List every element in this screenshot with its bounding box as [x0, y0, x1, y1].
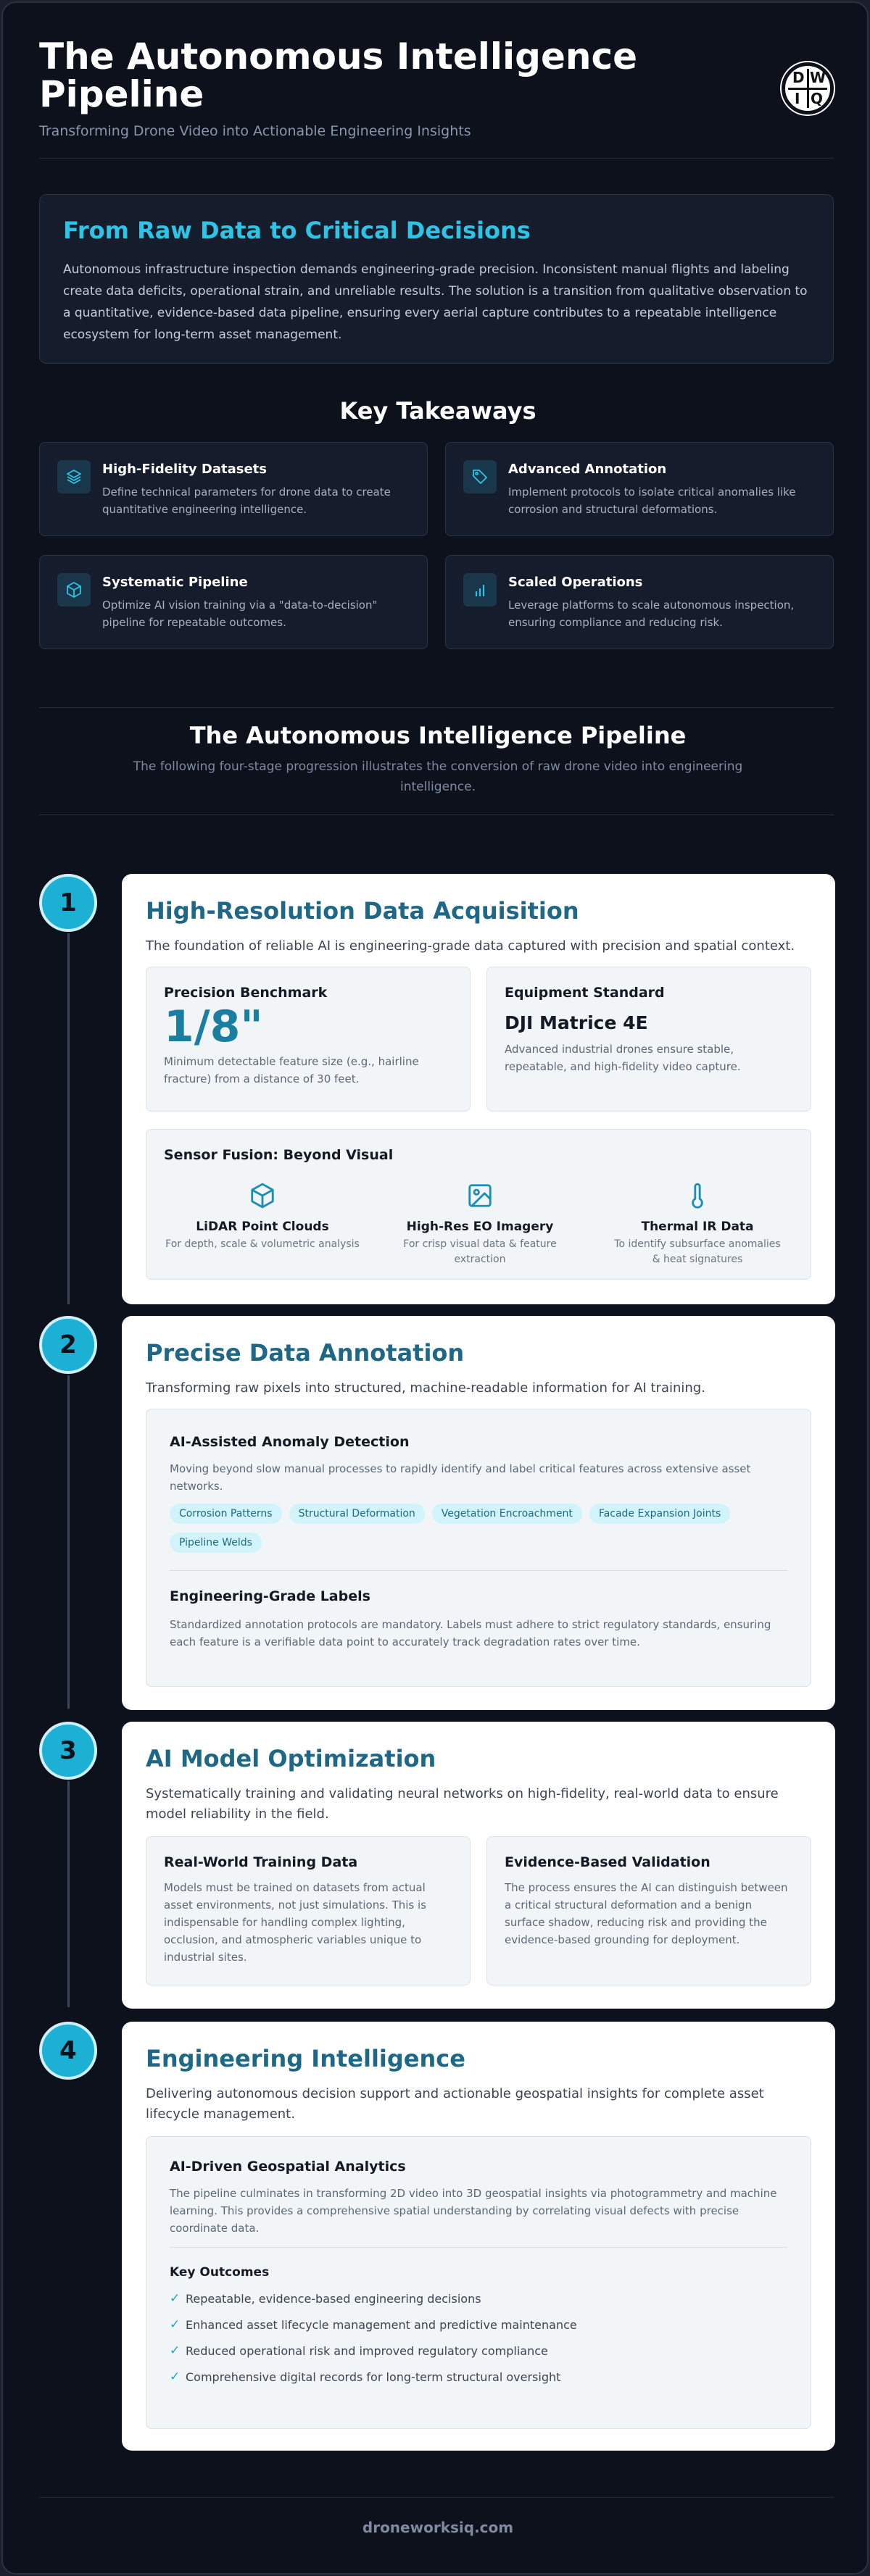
- sensor-title: High-Res EO Imagery: [406, 1220, 554, 1234]
- logo-letter-i: I: [795, 90, 800, 107]
- outcomes-title: Key Outcomes: [170, 2265, 270, 2280]
- step-lead: The foundation of reliable AI is engineering-grade data captured with precision and spatial context.: [146, 938, 795, 954]
- tag-list: [170, 1504, 793, 1562]
- thermometer-icon: [596, 1182, 799, 1212]
- logo-letter-d: D: [792, 69, 805, 86]
- takeaways-title: Key Takeaways: [339, 397, 536, 425]
- logo-letter-w: W: [810, 69, 826, 86]
- step-card-optimization: [122, 1722, 835, 2009]
- step-lead: Transforming raw pixels into structured, machine-readable information for AI training.: [146, 1380, 705, 1396]
- divider: [39, 2497, 834, 2498]
- outcome-text: Reduced operational risk and improved regulatory compliance: [186, 2343, 548, 2358]
- step-card-acquisition: [122, 874, 835, 1304]
- footer-site-link[interactable]: droneworksiq.com: [362, 2519, 514, 2536]
- validation-box: [486, 1836, 811, 1985]
- check-icon: ✓: [170, 2291, 181, 2306]
- sensor-desc: For depth, scale & volumetric analysis: [165, 1238, 360, 1250]
- benchmark-box: [146, 967, 471, 1112]
- step-lead: Systematically training and validating neural networks on high-fidelity, real-world data to ensure model reliability in the field.: [146, 1786, 779, 1822]
- logo-letter-q: Q: [811, 90, 824, 107]
- check-icon: ✓: [170, 2369, 181, 2384]
- benchmark-desc: Minimum detectable feature size (e.g., hairline fracture) from a distance of 30 feet.: [164, 1055, 419, 1085]
- detection-title: AI-Assisted Anomaly Detection: [170, 1434, 410, 1450]
- takeaway-card: [445, 555, 834, 649]
- step-number: 4: [39, 2022, 97, 2080]
- page-subtitle: Transforming Drone Video into Actionable Engineering Insights: [39, 123, 471, 139]
- analytics-title: AI-Driven Geospatial Analytics: [170, 2159, 406, 2175]
- takeaway-card: [445, 442, 834, 536]
- step-number: 1: [39, 874, 97, 932]
- takeaway-title: Systematic Pipeline: [102, 575, 248, 590]
- image-icon: [378, 1182, 581, 1212]
- outcome-item: [170, 2364, 787, 2390]
- layers-icon: [57, 460, 91, 493]
- step-title: AI Model Optimization: [146, 1745, 436, 1772]
- takeaway-title: High-Fidelity Datasets: [102, 462, 267, 477]
- intro-heading: From Raw Data to Critical Decisions: [63, 217, 531, 244]
- step-title: Engineering Intelligence: [146, 2045, 465, 2072]
- takeaway-card: [39, 555, 428, 649]
- check-icon: ✓: [170, 2317, 181, 2332]
- outcome-text: Enhanced asset lifecycle management and predictive maintenance: [186, 2317, 577, 2332]
- page-title: The Autonomous Intelligence Pipeline: [39, 36, 637, 115]
- pipeline-title: The Autonomous Intelligence Pipeline: [189, 722, 687, 749]
- anomaly-tag: Facade Expansion Joints: [589, 1504, 730, 1524]
- takeaway-title: Scaled Operations: [508, 575, 643, 590]
- validation-title: Evidence-Based Validation: [505, 1854, 710, 1870]
- divider: [170, 1570, 787, 1571]
- infographic-frame: [1, 1, 869, 2575]
- step-number: 3: [39, 1722, 97, 1780]
- bar-chart-icon: [463, 573, 497, 607]
- annotation-box: [146, 1409, 811, 1687]
- takeaway-desc: Optimize AI vision training via a "data-to-decision" pipeline for repeatable outcomes.: [102, 599, 378, 629]
- timeline-line: [67, 933, 70, 1304]
- detection-desc: Moving beyond slow manual processes to rapidly identify and label critical features across extensive asset networks.: [170, 1462, 751, 1493]
- timeline-line: [67, 1781, 70, 2007]
- labels-desc: Standardized annotation protocols are mandatory. Labels must adhere to strict regulatory standards, ensuring each feature is a verifiable data point to accurately track degradation rates over time.: [170, 1618, 771, 1648]
- sensor-title: LiDAR Point Clouds: [196, 1220, 329, 1234]
- step-title: High-Resolution Data Acquisition: [146, 897, 579, 925]
- intro-card: [39, 194, 834, 364]
- header: [39, 38, 834, 139]
- takeaway-desc: Leverage platforms to scale autonomous inspection, ensuring compliance and reducing risk.: [508, 599, 795, 629]
- validation-desc: The process ensures the AI can distinguish between a critical structural deformation and a benign surface shadow, reducing risk and providing the evidence-based grounding for deployment.: [505, 1881, 788, 1946]
- sensor-fusion-box: [146, 1129, 811, 1280]
- sensor-item: [161, 1182, 364, 1252]
- takeaway-title: Advanced Annotation: [508, 462, 667, 477]
- equipment-box: [486, 967, 811, 1112]
- takeaway-desc: Implement protocols to isolate critical anomalies like corrosion and structural deformations.: [508, 485, 796, 516]
- tag-icon: [463, 460, 497, 493]
- outcome-text: Comprehensive digital records for long-term structural oversight: [186, 2369, 561, 2384]
- sensor-desc: To identify subsurface anomalies & heat signatures: [614, 1238, 781, 1265]
- sensor-desc: For crisp visual data & feature extraction: [403, 1238, 557, 1265]
- anomaly-tag: Vegetation Encroachment: [432, 1504, 582, 1524]
- outcome-item: [170, 2338, 787, 2364]
- cube-icon: [161, 1182, 364, 1212]
- divider: [39, 814, 834, 815]
- anomaly-tag: Structural Deformation: [289, 1504, 425, 1524]
- equipment-label: Equipment Standard: [505, 985, 665, 1001]
- sensor-item: [596, 1182, 799, 1267]
- training-box: [146, 1836, 471, 1985]
- step-card-intelligence: [122, 2022, 835, 2451]
- divider: [39, 707, 834, 708]
- sensor-fusion-title: Sensor Fusion: Beyond Visual: [164, 1147, 394, 1163]
- anomaly-tag: Corrosion Patterns: [170, 1504, 282, 1524]
- labels-title: Engineering-Grade Labels: [170, 1588, 370, 1604]
- takeaway-card: [39, 442, 428, 536]
- equipment-desc: Advanced industrial drones ensure stable, repeatable, and high-fidelity video capture.: [505, 1043, 741, 1073]
- analytics-box: [146, 2136, 811, 2429]
- outcome-text: Repeatable, evidence-based engineering decisions: [186, 2291, 481, 2306]
- sensor-item: [378, 1182, 581, 1267]
- training-desc: Models must be trained on datasets from actual asset environments, not just simulations. This is indispensable for handling complex lighting, occlusion, and atmospheric variables unique to industrial sites.: [164, 1881, 426, 1964]
- takeaway-desc: Define technical parameters for drone data to create quantitative engineering intelligence.: [102, 485, 391, 516]
- anomaly-tag: Pipeline Welds: [170, 1533, 262, 1553]
- step-card-annotation: [122, 1316, 835, 1710]
- benchmark-value: 1/8": [164, 1001, 263, 1052]
- outcome-item: [170, 2312, 787, 2338]
- intro-body: Autonomous infrastructure inspection demands engineering-grade precision. Inconsistent manual flights and labeling create data deficits, operational strain, and unreliable results. The solution is a transition from qualitative observation to a quantitative, evidence-based data pipeline, ensuring every aerial capture contributes to a repeatable intelligence ecosystem for long-term asset management.: [63, 262, 808, 342]
- dwiq-logo: [782, 62, 834, 114]
- divider: [39, 158, 834, 159]
- analytics-desc: The pipeline culminates in transforming 2D video into 3D geospatial insights via photogrammetry and machine learning. This provides a comprehensive spatial understanding by correlating visual defects with precise coordinate data.: [170, 2187, 777, 2235]
- sensor-title: Thermal IR Data: [641, 1220, 754, 1234]
- step-title: Precise Data Annotation: [146, 1339, 465, 1367]
- timeline-line: [67, 1375, 70, 1709]
- step-lead: Delivering autonomous decision support and actionable geospatial insights for complete asset lifecycle management.: [146, 2086, 764, 2122]
- check-icon: ✓: [170, 2343, 181, 2358]
- pipeline-desc: The following four-stage progression illustrates the conversion of raw drone video into engineering intelligence.: [133, 759, 743, 794]
- step-number: 2: [39, 1316, 97, 1374]
- divider: [170, 2247, 787, 2248]
- benchmark-label: Precision Benchmark: [164, 985, 328, 1001]
- equipment-value: DJI Matrice 4E: [505, 1012, 648, 1033]
- outcome-item: [170, 2285, 787, 2312]
- training-title: Real-World Training Data: [164, 1854, 358, 1870]
- cube-icon: [57, 573, 91, 607]
